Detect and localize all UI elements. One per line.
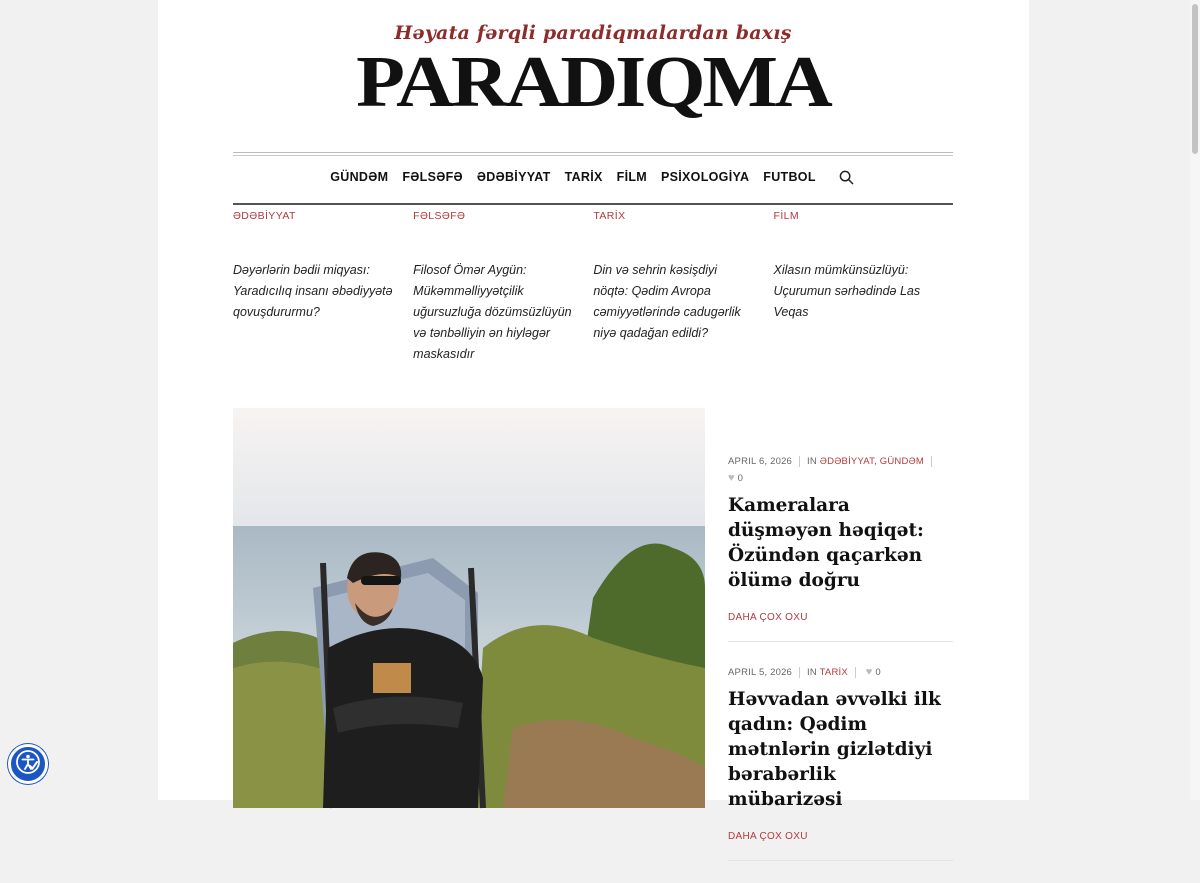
post-title-link[interactable]: Həvvadan əvvəlki ilk qadın: Qədim mətnlərin gizlətdiyi bərabərlik mübarizəsi xyxy=(728,689,941,810)
post-meta xyxy=(728,453,953,487)
featured-title-link[interactable]: Xilasın mümkünsüzlüyü: Uçurumun sərhədində Las Veqas xyxy=(773,263,921,319)
nav-item-psixologiya[interactable]: PSİXOLOGİYA xyxy=(661,170,750,184)
nav-item-gundem[interactable]: GÜNDƏM xyxy=(330,170,389,184)
heart-icon[interactable]: ♥ xyxy=(728,472,735,484)
nav-item-tarix[interactable]: TARİX xyxy=(564,170,603,184)
featured-category-link[interactable]: FİLM xyxy=(773,210,800,222)
nav-divider xyxy=(233,203,953,205)
featured-title-link[interactable]: Filosof Ömər Aygün: Mükəmməlliyyətçilik uğursuzluğa dözümsüzlüyün və tənbəlliyin ən hiyləgər maskasıdır xyxy=(413,263,572,361)
accessibility-button[interactable] xyxy=(8,744,48,784)
hero-image[interactable] xyxy=(233,408,705,808)
post-in-label: IN xyxy=(807,456,817,467)
featured-strip xyxy=(233,210,953,365)
featured-title-link[interactable]: Dəyərlərin bədii miqyası: Yaradıcılıq insanı əbədiyyətə qovuşdururmu? xyxy=(233,263,393,319)
main-nav xyxy=(233,168,953,186)
site-logo[interactable]: PARADIQMA xyxy=(356,41,830,123)
accessibility-icon xyxy=(15,749,41,780)
featured-item xyxy=(593,210,773,365)
featured-item xyxy=(233,210,413,365)
read-more-link[interactable]: DAHA ÇOX OXU xyxy=(728,612,808,623)
nav-item-edebiyyat[interactable]: ƏDƏBİYYAT xyxy=(476,170,551,184)
post-like-count: 0 xyxy=(737,473,744,484)
post-date: APRIL 6, 2026 xyxy=(728,456,793,467)
search-icon[interactable] xyxy=(838,168,856,186)
latest-posts xyxy=(728,453,953,883)
content-column xyxy=(233,0,953,842)
featured-category-link[interactable]: TARİX xyxy=(593,210,626,222)
post-category-link[interactable]: ƏDƏBİYYAT, GÜNDƏM xyxy=(819,456,924,467)
post-category-link[interactable]: TARİX xyxy=(819,667,848,678)
featured-category-link[interactable]: FƏLSƏFƏ xyxy=(413,210,466,222)
site-tagline: Həyata fərqli paradiqmalardan baxış xyxy=(394,22,792,44)
nav-item-futbol[interactable]: FUTBOL xyxy=(763,170,816,184)
post-item xyxy=(728,664,953,861)
featured-title-link[interactable]: Din və sehrin kəsişdiyi nöqtə: Qədim Avropa cəmiyyətlərində cadugərlik niyə qadağan edildi? xyxy=(593,263,741,340)
page-container xyxy=(158,0,1029,842)
featured-category-link[interactable]: ƏDƏBİYYAT xyxy=(233,210,296,222)
post-item xyxy=(728,453,953,642)
page-scrollbar[interactable] xyxy=(1190,0,1200,800)
post-meta xyxy=(728,664,953,681)
post-in-label: IN xyxy=(807,667,817,678)
featured-item xyxy=(413,210,593,365)
header-divider-secondary xyxy=(233,155,953,156)
header-divider xyxy=(233,152,953,153)
nav-item-film[interactable]: FİLM xyxy=(616,170,647,184)
nav-item-felsefe[interactable]: FƏLSƏFƏ xyxy=(402,170,463,184)
scrollbar-thumb[interactable] xyxy=(1192,4,1198,154)
read-more-link[interactable]: DAHA ÇOX OXU xyxy=(728,831,808,842)
post-title-link[interactable]: Kameralara düşməyən həqiqət: Özündən qaçarkən ölümə doğru xyxy=(728,495,924,591)
post-date: APRIL 5, 2026 xyxy=(728,667,793,678)
post-like-count: 0 xyxy=(875,667,881,678)
featured-item xyxy=(774,210,953,365)
heart-icon[interactable]: ♥ xyxy=(865,666,873,678)
